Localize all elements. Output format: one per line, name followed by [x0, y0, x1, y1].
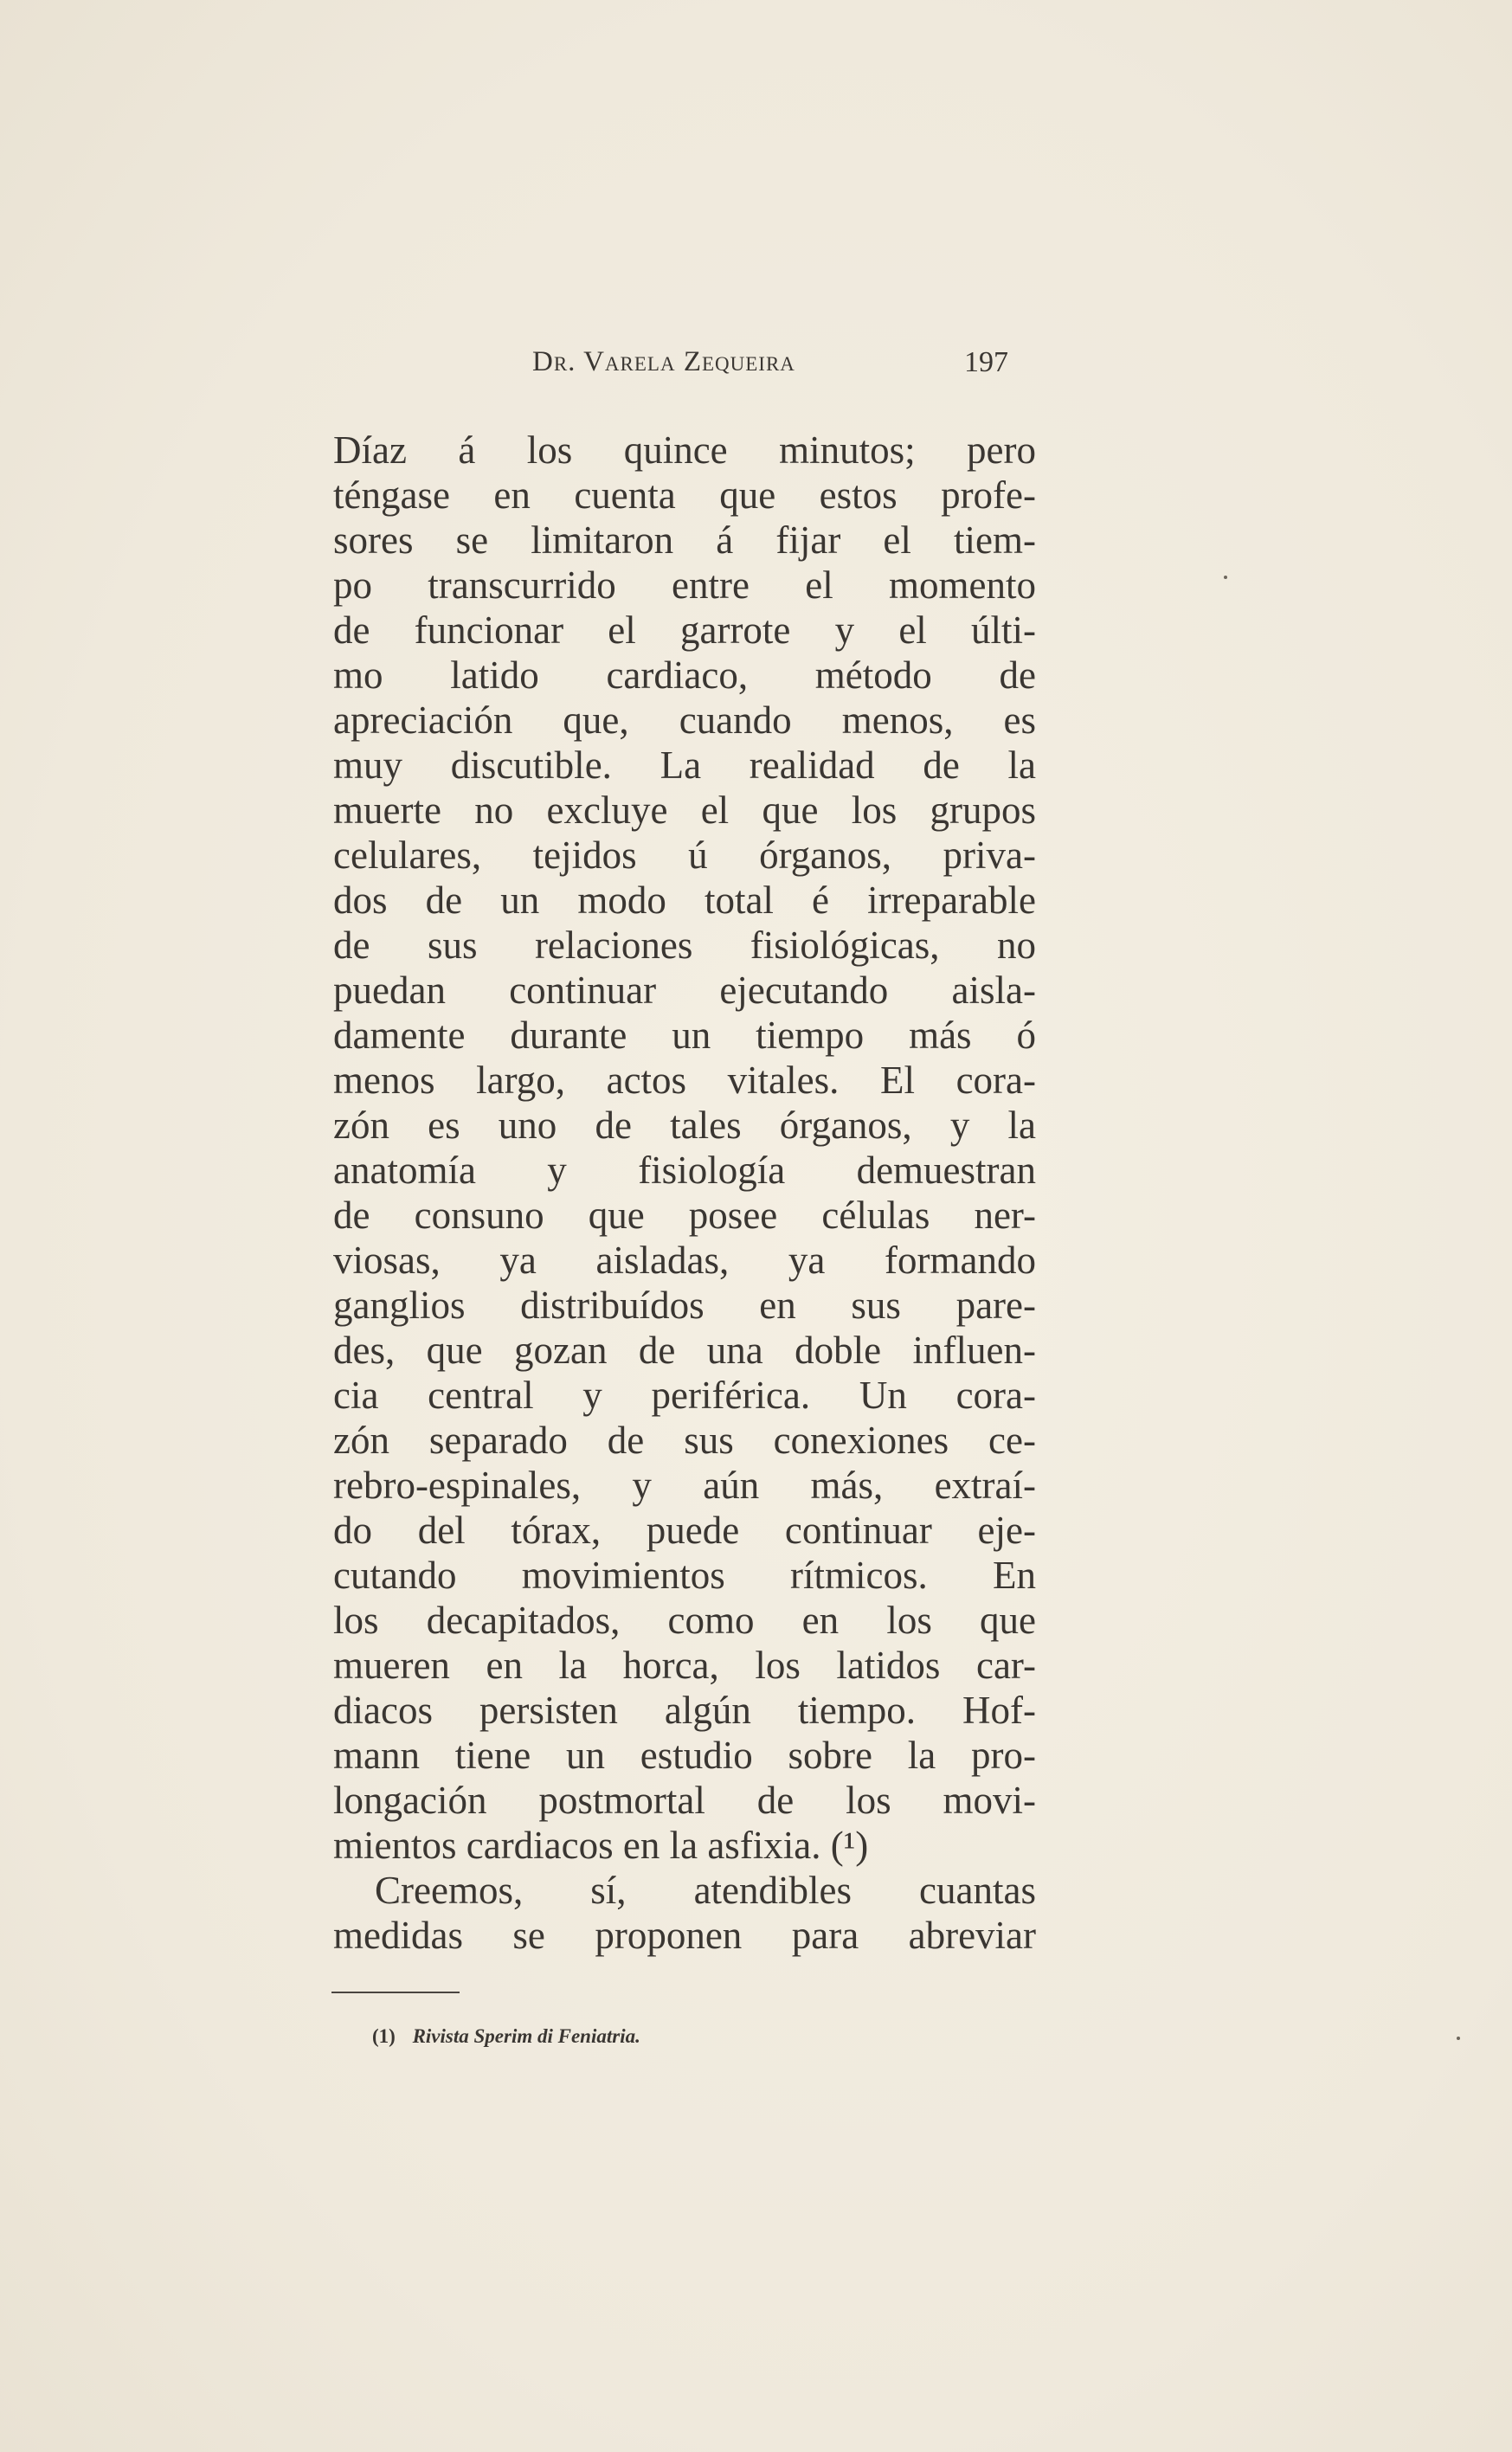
text-line: medidas se proponen para abreviar	[333, 1914, 1036, 1957]
text-line: puedan continuar ejecutando aisla-	[333, 969, 1036, 1012]
page-number: 197	[964, 346, 1008, 378]
body-text	[333, 428, 1036, 1958]
text-line: téngase en cuenta que estos profe-	[333, 473, 1036, 517]
running-head-author: Dr. Varela Zequeira	[532, 346, 795, 377]
text-line: Díaz á los quince minutos; pero	[333, 428, 1036, 472]
text-line: celulares, tejidos ú órganos, priva-	[333, 833, 1036, 877]
text-line: ganglios distribuídos en sus pare-	[333, 1284, 1036, 1327]
text-line: des, que gozan de una doble influen-	[333, 1329, 1036, 1372]
text-line: de consuno que posee células ner-	[333, 1194, 1036, 1237]
footnote	[372, 2025, 640, 2048]
footnote-mark: (1)	[372, 2025, 396, 2047]
text-line: viosas, ya aisladas, ya formando	[333, 1239, 1036, 1282]
text-line: los decapitados, como en los que	[333, 1599, 1036, 1642]
footnote-divider	[331, 1992, 460, 1993]
text-line: Creemos, sí, atendibles cuantas	[375, 1869, 1036, 1912]
text-line: mo latido cardiaco, método de	[333, 653, 1036, 697]
footnote-text: Rivista Sperim di Feniatria.	[412, 2025, 640, 2047]
text-line: longación postmortal de los movi-	[333, 1779, 1036, 1822]
text-line: anatomía y fisiología demuestran	[333, 1149, 1036, 1192]
text-line: mientos cardiacos en la asfixia. (¹)	[333, 1824, 869, 1867]
paper-speck	[1457, 2037, 1460, 2040]
text-line: menos largo, actos vitales. El cora-	[333, 1059, 1036, 1102]
text-line: rebro-espinales, y aún más, extraí-	[333, 1464, 1036, 1507]
running-head	[333, 346, 1008, 389]
text-line: damente durante un tiempo más ó	[333, 1014, 1036, 1057]
text-line: zón separado de sus conexiones ce-	[333, 1419, 1036, 1462]
text-line: de funcionar el garrote y el últi-	[333, 608, 1036, 652]
text-line: apreciación que, cuando menos, es	[333, 698, 1036, 742]
text-line: cutando movimientos rítmicos. En	[333, 1554, 1036, 1597]
text-line: muerte no excluye el que los grupos	[333, 788, 1036, 832]
text-line: mann tiene un estudio sobre la pro-	[333, 1734, 1036, 1777]
text-line: sores se limitaron á fijar el tiem-	[333, 518, 1036, 562]
text-line: muy discutible. La realidad de la	[333, 743, 1036, 787]
text-line: po transcurrido entre el momento	[333, 563, 1036, 607]
text-line: zón es uno de tales órganos, y la	[333, 1104, 1036, 1147]
text-line: de sus relaciones fisiológicas, no	[333, 924, 1036, 967]
text-line: cia central y periférica. Un cora-	[333, 1374, 1036, 1417]
text-line: diacos persisten algún tiempo. Hof-	[333, 1689, 1036, 1732]
paper-speck	[1224, 576, 1227, 579]
text-line: dos de un modo total é irreparable	[333, 878, 1036, 922]
text-line: do del tórax, puede continuar eje-	[333, 1509, 1036, 1552]
text-line: mueren en la horca, los latidos car-	[333, 1644, 1036, 1687]
